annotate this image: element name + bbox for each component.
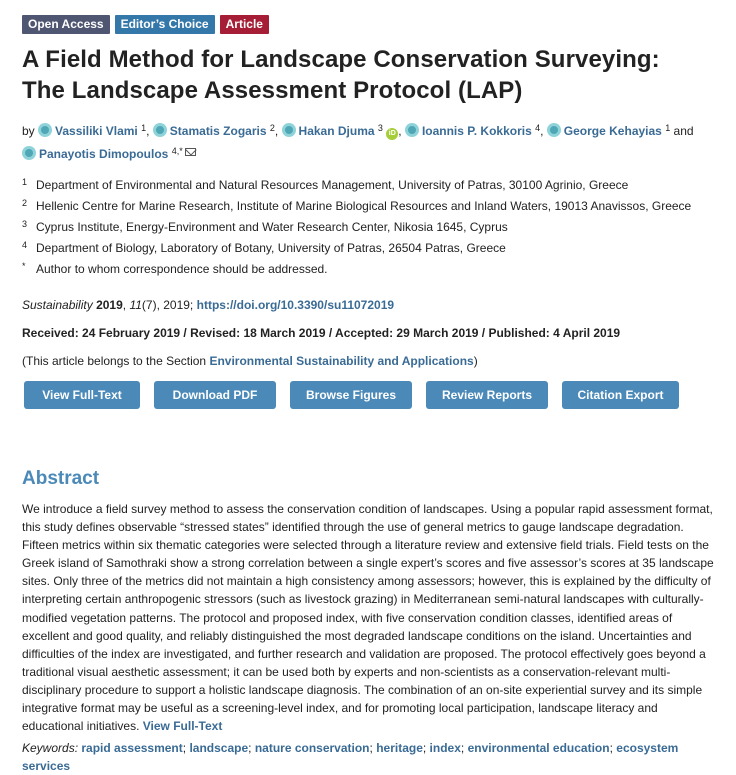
- view-full-text-button[interactable]: View Full-Text: [24, 381, 140, 409]
- badge-row: [22, 15, 716, 34]
- affiliation-text: Hellenic Centre for Marine Research, Institute of Marine Biological Resources and Inland Waters, 19013 Anavissos, Greece: [36, 199, 692, 213]
- keyword-link[interactable]: rapid assessment: [81, 741, 183, 756]
- article-header: [22, 15, 716, 775]
- affiliation-item: [22, 238, 716, 259]
- affiliation-item: [22, 259, 716, 280]
- author-affil-sup: 4,*: [171, 146, 183, 156]
- keyword-link[interactable]: heritage: [376, 741, 423, 756]
- action-buttons: [24, 381, 716, 409]
- title-line-1: A Field Method for Landscape Conservation Surveying:: [22, 46, 660, 73]
- scilit-profile-icon[interactable]: [153, 123, 167, 137]
- affiliation-number: *: [22, 261, 26, 271]
- author-affil-sup: 3: [377, 123, 383, 133]
- keyword-link[interactable]: landscape: [189, 741, 249, 756]
- affiliation-list: [22, 175, 716, 280]
- section-note: [22, 354, 716, 369]
- affiliation-text: Department of Biology, Laboratory of Botany, University of Patras, 26504 Patras, Greece: [36, 241, 506, 255]
- affiliation-number: 1: [22, 177, 28, 187]
- citation-line: Sustainability 2019, 11(7), 2019; https://doi.org/10.3390/su11072019: [22, 298, 395, 312]
- author-link[interactable]: Vassiliki Vlami: [55, 124, 138, 138]
- email-icon[interactable]: [185, 148, 196, 156]
- affiliation-item: [22, 175, 716, 196]
- affiliation-item: [22, 196, 716, 217]
- affiliation-number: 2: [22, 198, 28, 208]
- open-access-badge[interactable]: Open Access: [22, 15, 110, 34]
- abstract-heading: Abstract: [22, 468, 100, 489]
- article-type-badge: Article: [220, 15, 269, 34]
- browse-figures-button[interactable]: Browse Figures: [290, 381, 412, 409]
- title-line-2: The Landscape Assessment Protocol (LAP): [22, 77, 523, 104]
- by-label: by: [22, 124, 35, 138]
- affiliation-text: Author to whom correspondence should be addressed.: [36, 262, 328, 276]
- citation-export-button[interactable]: Citation Export: [562, 381, 679, 409]
- page-title: [22, 44, 716, 106]
- orcid-icon[interactable]: iD: [386, 128, 398, 140]
- section-suffix: ): [473, 354, 478, 368]
- download-pdf-button[interactable]: Download PDF: [154, 381, 276, 409]
- citation-year: 2019: [96, 298, 123, 312]
- author-link[interactable]: Ioannis P. Kokkoris: [421, 124, 532, 138]
- section-link[interactable]: Environmental Sustainability and Applications: [209, 354, 474, 368]
- keywords-label: Keywords:: [22, 741, 79, 756]
- keyword-link[interactable]: environmental education: [467, 741, 610, 756]
- scilit-profile-icon[interactable]: [22, 146, 36, 160]
- keyword-list: Keywords: rapid assessment; landscape; nature conservation; heritage; index; environmental education; ecosystem services: [22, 741, 679, 774]
- author-item[interactable]: [38, 124, 146, 138]
- journal-name: Sustainability: [22, 298, 93, 312]
- author-affil-sup: 2: [269, 123, 275, 133]
- author-item[interactable]: [153, 124, 275, 138]
- and-label: and: [673, 124, 694, 138]
- author-link[interactable]: Panayotis Dimopoulos: [39, 147, 169, 161]
- affiliation-number: 3: [22, 219, 28, 229]
- author-affil-sup: 4: [535, 123, 541, 133]
- scilit-profile-icon[interactable]: [547, 123, 561, 137]
- affiliation-item: [22, 217, 716, 238]
- author-affil-sup: 1: [141, 123, 147, 133]
- author-item[interactable]: [547, 124, 670, 138]
- abstract-body: [22, 500, 716, 735]
- keyword-link[interactable]: nature conservation: [254, 741, 370, 756]
- affiliation-number: 4: [22, 240, 28, 250]
- scilit-profile-icon[interactable]: [282, 123, 296, 137]
- affiliation-text: Department of Environmental and Natural Resources Management, University of Patras, 30100 Agrinio, Greece: [36, 178, 629, 192]
- publication-dates: Received: 24 February 2019 / Revised: 18 March 2019 / Accepted: 29 March 2019 / Published: 4 April 2019: [22, 326, 621, 340]
- scilit-profile-icon[interactable]: [405, 123, 419, 137]
- citation-volume: 11: [129, 298, 142, 312]
- abstract-text: We introduce a field survey method to assess the conservation condition of landscapes. Using a popular rapid assessment format, this study defines observable “stressed states” identified through the use of general metrics to gauge landscape degradation. Fifteen metrics within six thematic categories were selected through a literature review and extensive field trials. Field tests on the Greek island of Samothraki show a strong correlation between a single expert’s scores and five assessor’s scores at 35 landscape sites. Only three of the metrics did not maintain a high consistency among assessors; however, this is explained by the difficulty of interpreting certain anthropogenic stressors (such as livestock grazing) in Mediterranean semi-natural landscapes with culturally-modified vegetation patterns. The protocol and proposed index, with five conservation condition classes, identified areas of excellent and good quality, and reliably distinguished the most degraded landscape conditions on the island. Uncertainties and difficulties of the index are investigated, and further research and validation are proposed. The protocol effectively goes beyond a traditional visual aesthetic assessment; it can be used both by experts and non-scientists as a conservation-relevant multi-disciplinary procedure to support a holistic landscape diagnosis. The combination of an on-site experiential survey and its simple integrative format may be useful as a screening-level index, and for promoting local participation, landscape literacy and educational initiatives.: [22, 502, 714, 734]
- review-reports-button[interactable]: Review Reports: [426, 381, 548, 409]
- author-link[interactable]: Hakan Djuma: [298, 124, 375, 138]
- abstract-view-full-text-link[interactable]: View Full-Text: [142, 719, 223, 734]
- section-prefix: (This article belongs to the Section: [22, 354, 207, 368]
- citation-issue: (7), 2019;: [141, 298, 194, 312]
- scilit-profile-icon[interactable]: [38, 123, 52, 137]
- keyword-link[interactable]: ecosystem services: [22, 741, 679, 774]
- editors-choice-badge[interactable]: Editor’s Choice: [115, 15, 215, 34]
- affiliation-text: Cyprus Institute, Energy-Environment and Water Research Center, Nikosia 1645, Cyprus: [36, 220, 508, 234]
- keyword-link[interactable]: index: [429, 741, 461, 756]
- author-item[interactable]: [282, 124, 399, 138]
- author-link[interactable]: Stamatis Zogaris: [169, 124, 267, 138]
- author-item[interactable]: [405, 124, 540, 138]
- doi-link[interactable]: https://doi.org/10.3390/su11072019: [196, 298, 395, 312]
- author-link[interactable]: George Kehayias: [563, 124, 662, 138]
- author-affil-sup: 1: [665, 123, 671, 133]
- author-list: by Vassiliki Vlami $^1$, Stamatis Zogaris $^2$, Hakan Djuma $^3$ iD , Ioannis P. Kokkoris $^4$, George Kehayias $^1$ and Panayotis Dimopoulos $^{4,*}$: [22, 123, 694, 161]
- author-item[interactable]: [22, 147, 196, 161]
